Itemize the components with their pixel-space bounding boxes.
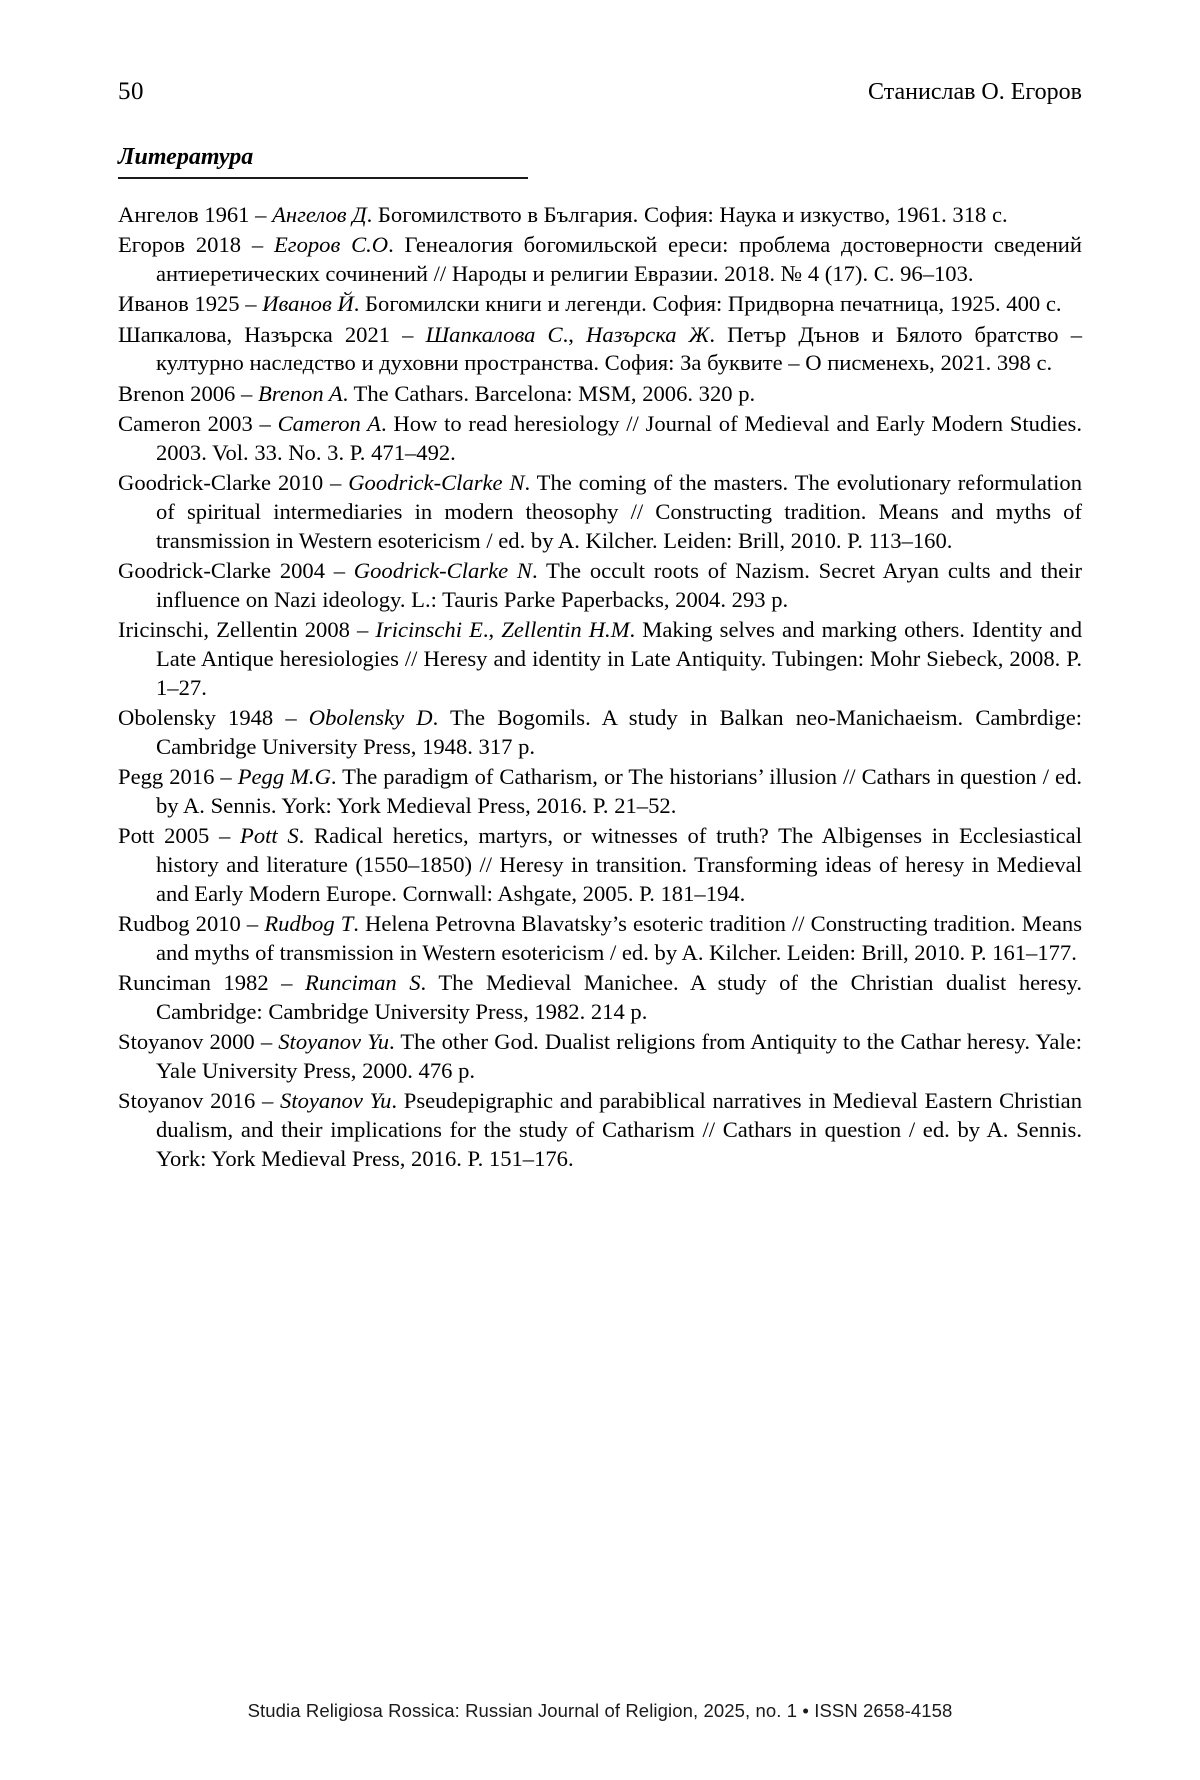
section-title: Литература xyxy=(118,144,254,170)
running-head-author: Станислав О. Егоров xyxy=(868,79,1082,105)
reference-entry: Шапкалова, Назърска 2021 – Шапкалова С., Назърска Ж. Петър Дънов и Бялото братство – културно наследство и духовни пространства. София: За буквите – О писменехь, 2021. 398 с. xyxy=(118,321,1082,376)
section-divider xyxy=(118,177,528,179)
reference-entry: Brenon 2006 – Brenon A. The Cathars. Barcelona: MSM, 2006. 320 p. xyxy=(118,380,756,406)
reference-entry: Pegg 2016 – Pegg M.G. The paradigm of Catharism, or The historians’ illusion // Cathars in question / ed. by A. Sennis. York: York Medieval Press, 2016. P. 21–52. xyxy=(118,764,1082,818)
page-number: 50 xyxy=(118,78,144,105)
reference-entry: Егоров 2018 – Егоров С.О. Генеалогия богомильской ереси: проблема достоверности сведений антиеретических сочинений // Народы и религии Евразии. 2018. № 4 (17). С. 96–103. xyxy=(118,232,1082,287)
reference-entry: Ангелов 1961 – Ангелов Д. Богомилството в България. София: Наука и изкуство, 1961. 318 с. xyxy=(118,202,1008,227)
reference-entry: Pott 2005 – Pott S. Radical heretics, martyrs, or witnesses of truth? The Albigenses in Ecclesiastical history and literature (1550–1850) // Heresy in transition. Transforming ideas of heresy in Medieval and Early Modern Europe. Cornwall: Ashgate, 2005. P. 181–194. xyxy=(118,823,1082,906)
reference-entry: Rudbog 2010 – Rudbog T. Helena Petrovna Blavatsky’s esoteric tradition // Constructing tradition. Means and myths of transmission in Western esotericism / ed. by A. Kilcher. Leiden: Brill, 2010. P. 161–177. xyxy=(118,911,1083,965)
reference-list xyxy=(118,201,1082,1174)
page-header xyxy=(118,78,1082,106)
reference-entry: Iricinschi, Zellentin 2008 – Iricinschi E., Zellentin H.M. Making selves and marking others. Identity and Late Antique heresiologies // Heresy and identity in Late Antiquity. Tubingen: Mohr Siebeck, 2008. P. 1–27. xyxy=(118,617,1083,700)
reference-entry: Stoyanov 2016 – Stoyanov Yu. Pseudepigraphic and parabiblical narratives in Medieval Eastern Christian dualism, and their implications for the study of Catharism // Cathars in question / ed. by A. Sennis. York: York Medieval Press, 2016. P. 151–176. xyxy=(118,1088,1082,1171)
reference-entry: Cameron 2003 – Cameron A. How to read heresiology // Journal of Medieval and Early Modern Studies. 2003. Vol. 33. No. 3. P. 471–492. xyxy=(118,411,1082,465)
reference-entry: Stoyanov 2000 – Stoyanov Yu. The other God. Dualist religions from Antiquity to the Cathar heresy. Yale: Yale University Press, 2000. 476 p. xyxy=(118,1029,1082,1084)
reference-entry: Runciman 1982 – Runciman S. The Medieval Manichee. A study of the Christian dualist heresy. Cambridge: Cambridge University Press, 1982. 214 p. xyxy=(118,970,1082,1025)
reference-entry: Goodrick-Clarke 2010 – Goodrick-Clarke N. The coming of the masters. The evolutionary reformulation of spiritual intermediaries in modern theosophy // Constructing tradition. Means and myths of transmission in Western esotericism / ed. by A. Kilcher. Leiden: Brill, 2010. P. 113–160. xyxy=(118,470,1082,553)
reference-entry: Иванов 1925 – Иванов Й. Богомилски книги и легенди. София: Придворна печатница, 1925. 400 с. xyxy=(118,291,1062,317)
page-footer: Studia Religiosa Rossica: Russian Journal of Religion, 2025, no. 1 • ISSN 2658-4158 xyxy=(247,1700,953,1721)
reference-entry: Obolensky 1948 – Obolensky D. The Bogomils. A study in Balkan neo-Manichaeism. Cambrdige: Cambridge University Press, 1948. 317 p. xyxy=(118,705,1082,759)
reference-entry: Goodrick-Clarke 2004 – Goodrick-Clarke N. The occult roots of Nazism. Secret Aryan cults and their influence on Nazi ideology. L.: Tauris Parke Paperbacks, 2004. 293 p. xyxy=(118,558,1082,612)
